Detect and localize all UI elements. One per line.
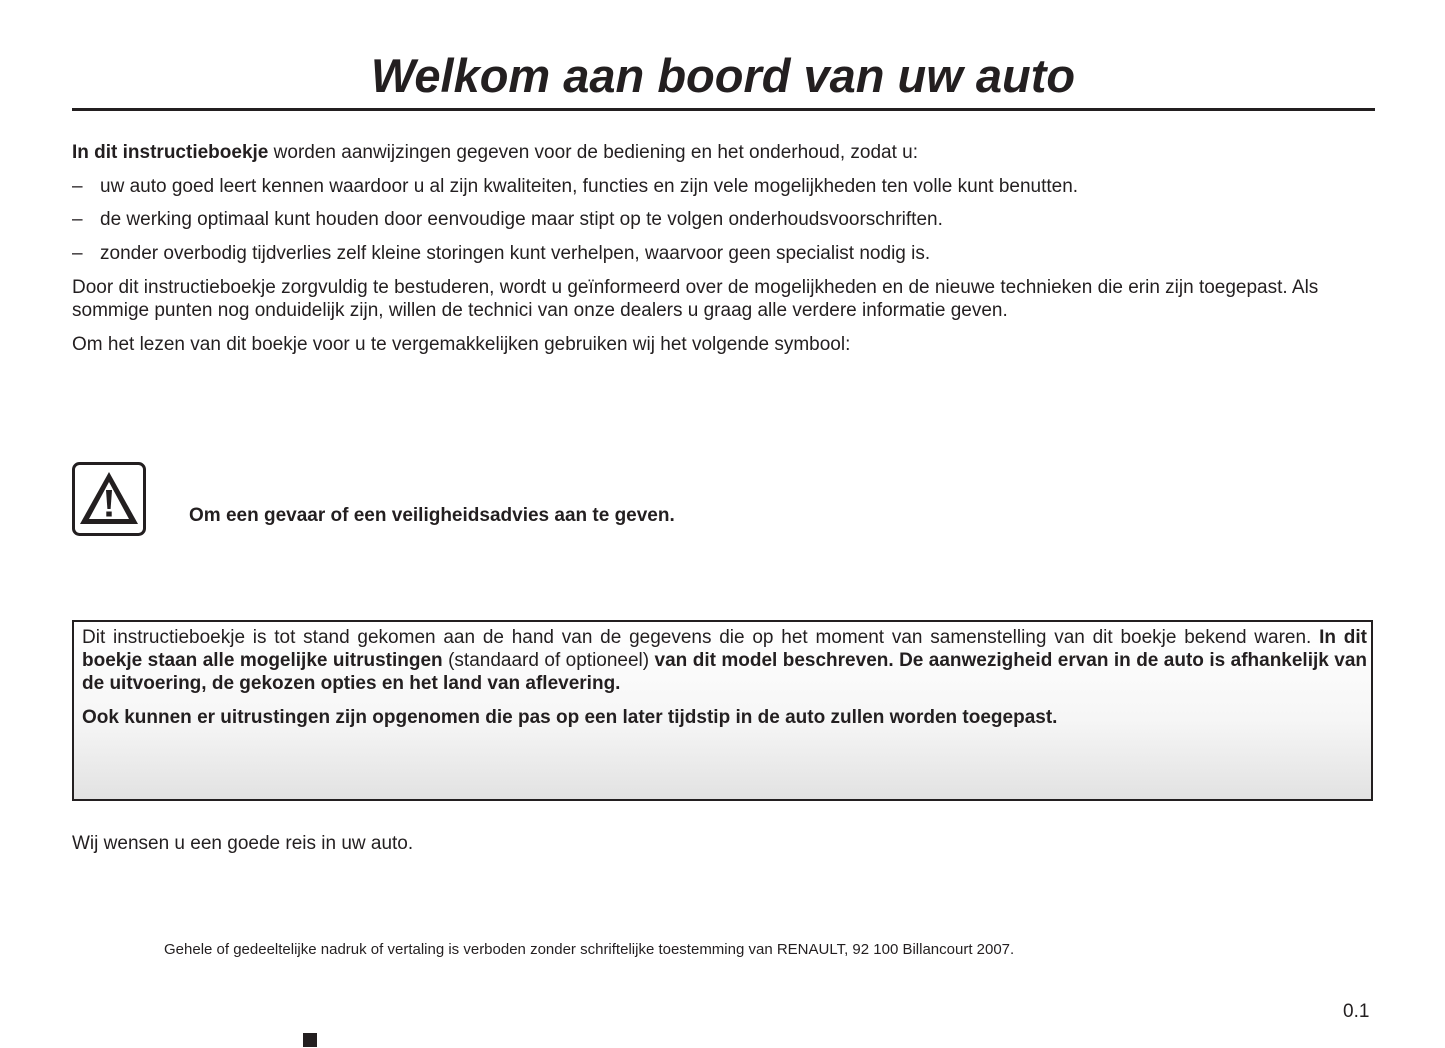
warning-triangle-icon — [72, 462, 146, 536]
notice-text: Dit instructieboekje is tot stand gekomen aan de hand van de gegevens die op het moment van samenstelling van dit boekje bekend waren. — [82, 627, 1320, 648]
bullet-text: uw auto goed leert kennen waardoor u al zijn kwaliteiten, functies en zijn vele mogelijkheden ten volle kunt benutten. — [100, 176, 1079, 197]
bullet-text: zonder overbodig tijdverlies zelf kleine storingen kunt verhelpen, waarvoor geen specialist nodig is. — [100, 243, 931, 264]
page-title: Welkom aan boord van uw auto — [370, 49, 1076, 102]
notice-box — [72, 620, 1373, 801]
notice-bold-text: van dit model beschreven. De aanwezigheid ervan in de auto is afhankelijk van de uitvoering, de gekozen opties en het land van aflevering. — [82, 650, 1368, 694]
bullet-dash: – — [72, 176, 83, 197]
print-mark — [303, 1033, 317, 1047]
intro-paragraph — [72, 141, 918, 164]
notice-paragraph-bold — [82, 706, 1367, 729]
intro-bold-lead: In dit instructieboekje — [72, 142, 269, 163]
notice-bold-text: Ook kunnen er uitrustingen zijn opgenomen die pas op een later tijdstip in de auto zullen worden toegepast. — [82, 707, 1058, 728]
intro-text: worden aanwijzingen gegeven voor de bediening en het onderhoud, zodat u: — [268, 142, 919, 163]
title-divider — [72, 108, 1375, 111]
symbol-intro-paragraph: Om het lezen van dit boekje voor u te vergemakkelijken gebruiken wij het volgende symbool: — [72, 334, 851, 355]
bullet-text: de werking optimaal kunt houden door eenvoudige maar stipt op te volgen onderhoudsvoorschriften. — [100, 209, 943, 230]
page-number: 0.1 — [1343, 1001, 1370, 1022]
study-paragraph: Door dit instructieboekje zorgvuldig te bestuderen, wordt u geïnformeerd over de mogelijkheden en de nieuwe technieken die erin zijn toegepast. Als sommige punten nog onduidelijk zijn, willen de technici van onze dealers u graag alle verdere informatie geven. — [72, 277, 1319, 321]
notice-bold-text: In dit boekje staan alle mogelijke uitrustingen — [82, 627, 1367, 671]
bullet-dash: – — [72, 243, 83, 264]
warning-description: Om een gevaar of een veiligheidsadvies aan te geven. — [189, 505, 675, 526]
bullet-dash: – — [72, 209, 83, 230]
copyright-notice: Gehele of gedeeltelijke nadruk of vertaling is verboden zonder schriftelijke toestemming van RENAULT, 92 100 Billancourt 2007. — [164, 941, 1015, 958]
notice-paragraph — [82, 626, 1367, 695]
notice-text: (standaard of optioneel) — [442, 650, 655, 671]
closing-sentence: Wij wensen u een goede reis in uw auto. — [72, 833, 414, 854]
